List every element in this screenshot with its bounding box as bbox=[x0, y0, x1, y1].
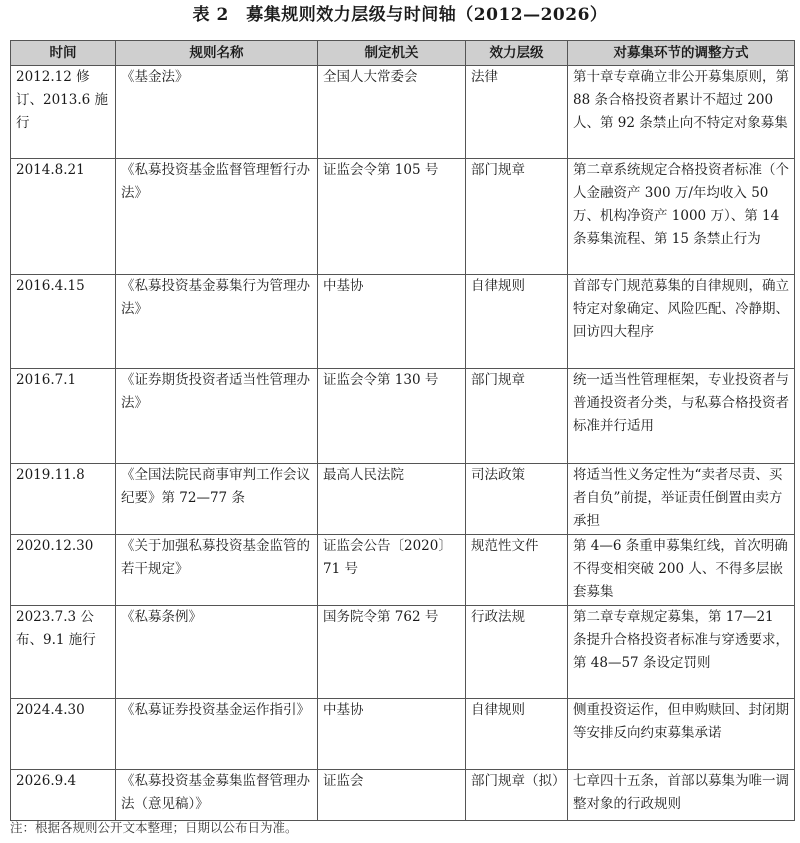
cell-level: 司法政策 bbox=[466, 464, 568, 535]
cell-rule-name: 《关于加强私募投资基金监管的若干规定》 bbox=[116, 535, 318, 606]
cell-rule-name: 《私募投资基金监督管理暂行办法》 bbox=[116, 159, 318, 275]
table-row bbox=[11, 159, 795, 275]
table-row bbox=[11, 770, 795, 821]
cell-level: 自律规则 bbox=[466, 699, 568, 770]
cell-rule-name: 《私募条例》 bbox=[116, 606, 318, 699]
cell-adjustment: 将适当性义务定性为“卖者尽责、买者自负”前提，举证责任倒置由卖方承担 bbox=[568, 464, 795, 535]
header-rule-name: 规则名称 bbox=[116, 41, 318, 66]
cell-time: 2016.7.1 bbox=[11, 369, 116, 464]
cell-adjustment: 第二章系统规定合格投资者标准（个人金融资产 300 万/年均收入 50 万、机构净资产 1000 万）、第 14 条募集流程、第 15 条禁止行为 bbox=[568, 159, 795, 275]
cell-adjustment: 统一适当性管理框架，专业投资者与普通投资者分类，与私募合格投资者标准并行适用 bbox=[568, 369, 795, 464]
cell-rule-name: 《基金法》 bbox=[116, 66, 318, 159]
cell-authority: 证监会公告〔2020〕71 号 bbox=[318, 535, 466, 606]
cell-adjustment: 第 4—6 条重申募集红线，首次明确不得变相突破 200 人、不得多层嵌套募集 bbox=[568, 535, 795, 606]
cell-level: 规范性文件 bbox=[466, 535, 568, 606]
header-row bbox=[11, 41, 795, 66]
cell-adjustment: 第二章专章规定募集，第 17—21 条提升合格投资者标准与穿透要求，第 48—57 条设定罚则 bbox=[568, 606, 795, 699]
cell-time: 2024.4.30 bbox=[11, 699, 116, 770]
table-note: 注：根据各规则公开文本整理；日期以公布日为准。 bbox=[10, 820, 298, 835]
cell-time: 2012.12 修订、2013.6 施行 bbox=[11, 66, 116, 159]
cell-rule-name: 《私募投资基金募集监督管理办法（意见稿）》 bbox=[116, 770, 318, 821]
cell-rule-name: 《私募证券投资基金运作指引》 bbox=[116, 699, 318, 770]
cell-time: 2020.12.30 bbox=[11, 535, 116, 606]
cell-authority: 证监会 bbox=[318, 770, 466, 821]
header-level: 效力层级 bbox=[466, 41, 568, 66]
cell-level: 部门规章（拟） bbox=[466, 770, 568, 821]
cell-level: 行政法规 bbox=[466, 606, 568, 699]
cell-rule-name: 《证券期货投资者适当性管理办法》 bbox=[116, 369, 318, 464]
rules-table bbox=[10, 40, 795, 821]
cell-authority: 国务院令第 762 号 bbox=[318, 606, 466, 699]
cell-rule-name: 《全国法院民商事审判工作会议纪要》第 72—77 条 bbox=[116, 464, 318, 535]
cell-rule-name: 《私募投资基金募集行为管理办法》 bbox=[116, 275, 318, 369]
header-adjustment: 对募集环节的调整方式 bbox=[568, 41, 795, 66]
cell-level: 自律规则 bbox=[466, 275, 568, 369]
header-time: 时间 bbox=[11, 41, 116, 66]
table-row bbox=[11, 369, 795, 464]
header-authority: 制定机关 bbox=[318, 41, 466, 66]
cell-time: 2014.8.21 bbox=[11, 159, 116, 275]
cell-level: 部门规章 bbox=[466, 159, 568, 275]
cell-adjustment: 首部专门规范募集的自律规则，确立特定对象确定、风险匹配、冷静期、回访四大程序 bbox=[568, 275, 795, 369]
cell-authority: 最高人民法院 bbox=[318, 464, 466, 535]
cell-authority: 全国人大常委会 bbox=[318, 66, 466, 159]
cell-adjustment: 侧重投资运作，但申购赎回、封闭期等安排反向约束募集承诺 bbox=[568, 699, 795, 770]
cell-time: 2019.11.8 bbox=[11, 464, 116, 535]
cell-adjustment: 第十章专章确立非公开募集原则，第 88 条合格投资者累计不超过 200 人、第 92 条禁止向不特定对象募集 bbox=[568, 66, 795, 159]
cell-authority: 证监会令第 105 号 bbox=[318, 159, 466, 275]
cell-level: 部门规章 bbox=[466, 369, 568, 464]
cell-time: 2023.7.3 公布、9.1 施行 bbox=[11, 606, 116, 699]
table-title: 表 2 募集规则效力层级与时间轴（2012—2026） bbox=[192, 5, 608, 25]
cell-authority: 证监会令第 130 号 bbox=[318, 369, 466, 464]
cell-level: 法律 bbox=[466, 66, 568, 159]
table-row bbox=[11, 66, 795, 159]
table-row bbox=[11, 535, 795, 606]
cell-authority: 中基协 bbox=[318, 699, 466, 770]
table-row bbox=[11, 699, 795, 770]
table-row bbox=[11, 606, 795, 699]
table-row bbox=[11, 464, 795, 535]
cell-time: 2016.4.15 bbox=[11, 275, 116, 369]
cell-time: 2026.9.4 bbox=[11, 770, 116, 821]
cell-authority: 中基协 bbox=[318, 275, 466, 369]
cell-adjustment: 七章四十五条，首部以募集为唯一调整对象的行政规则 bbox=[568, 770, 795, 821]
table-row bbox=[11, 275, 795, 369]
